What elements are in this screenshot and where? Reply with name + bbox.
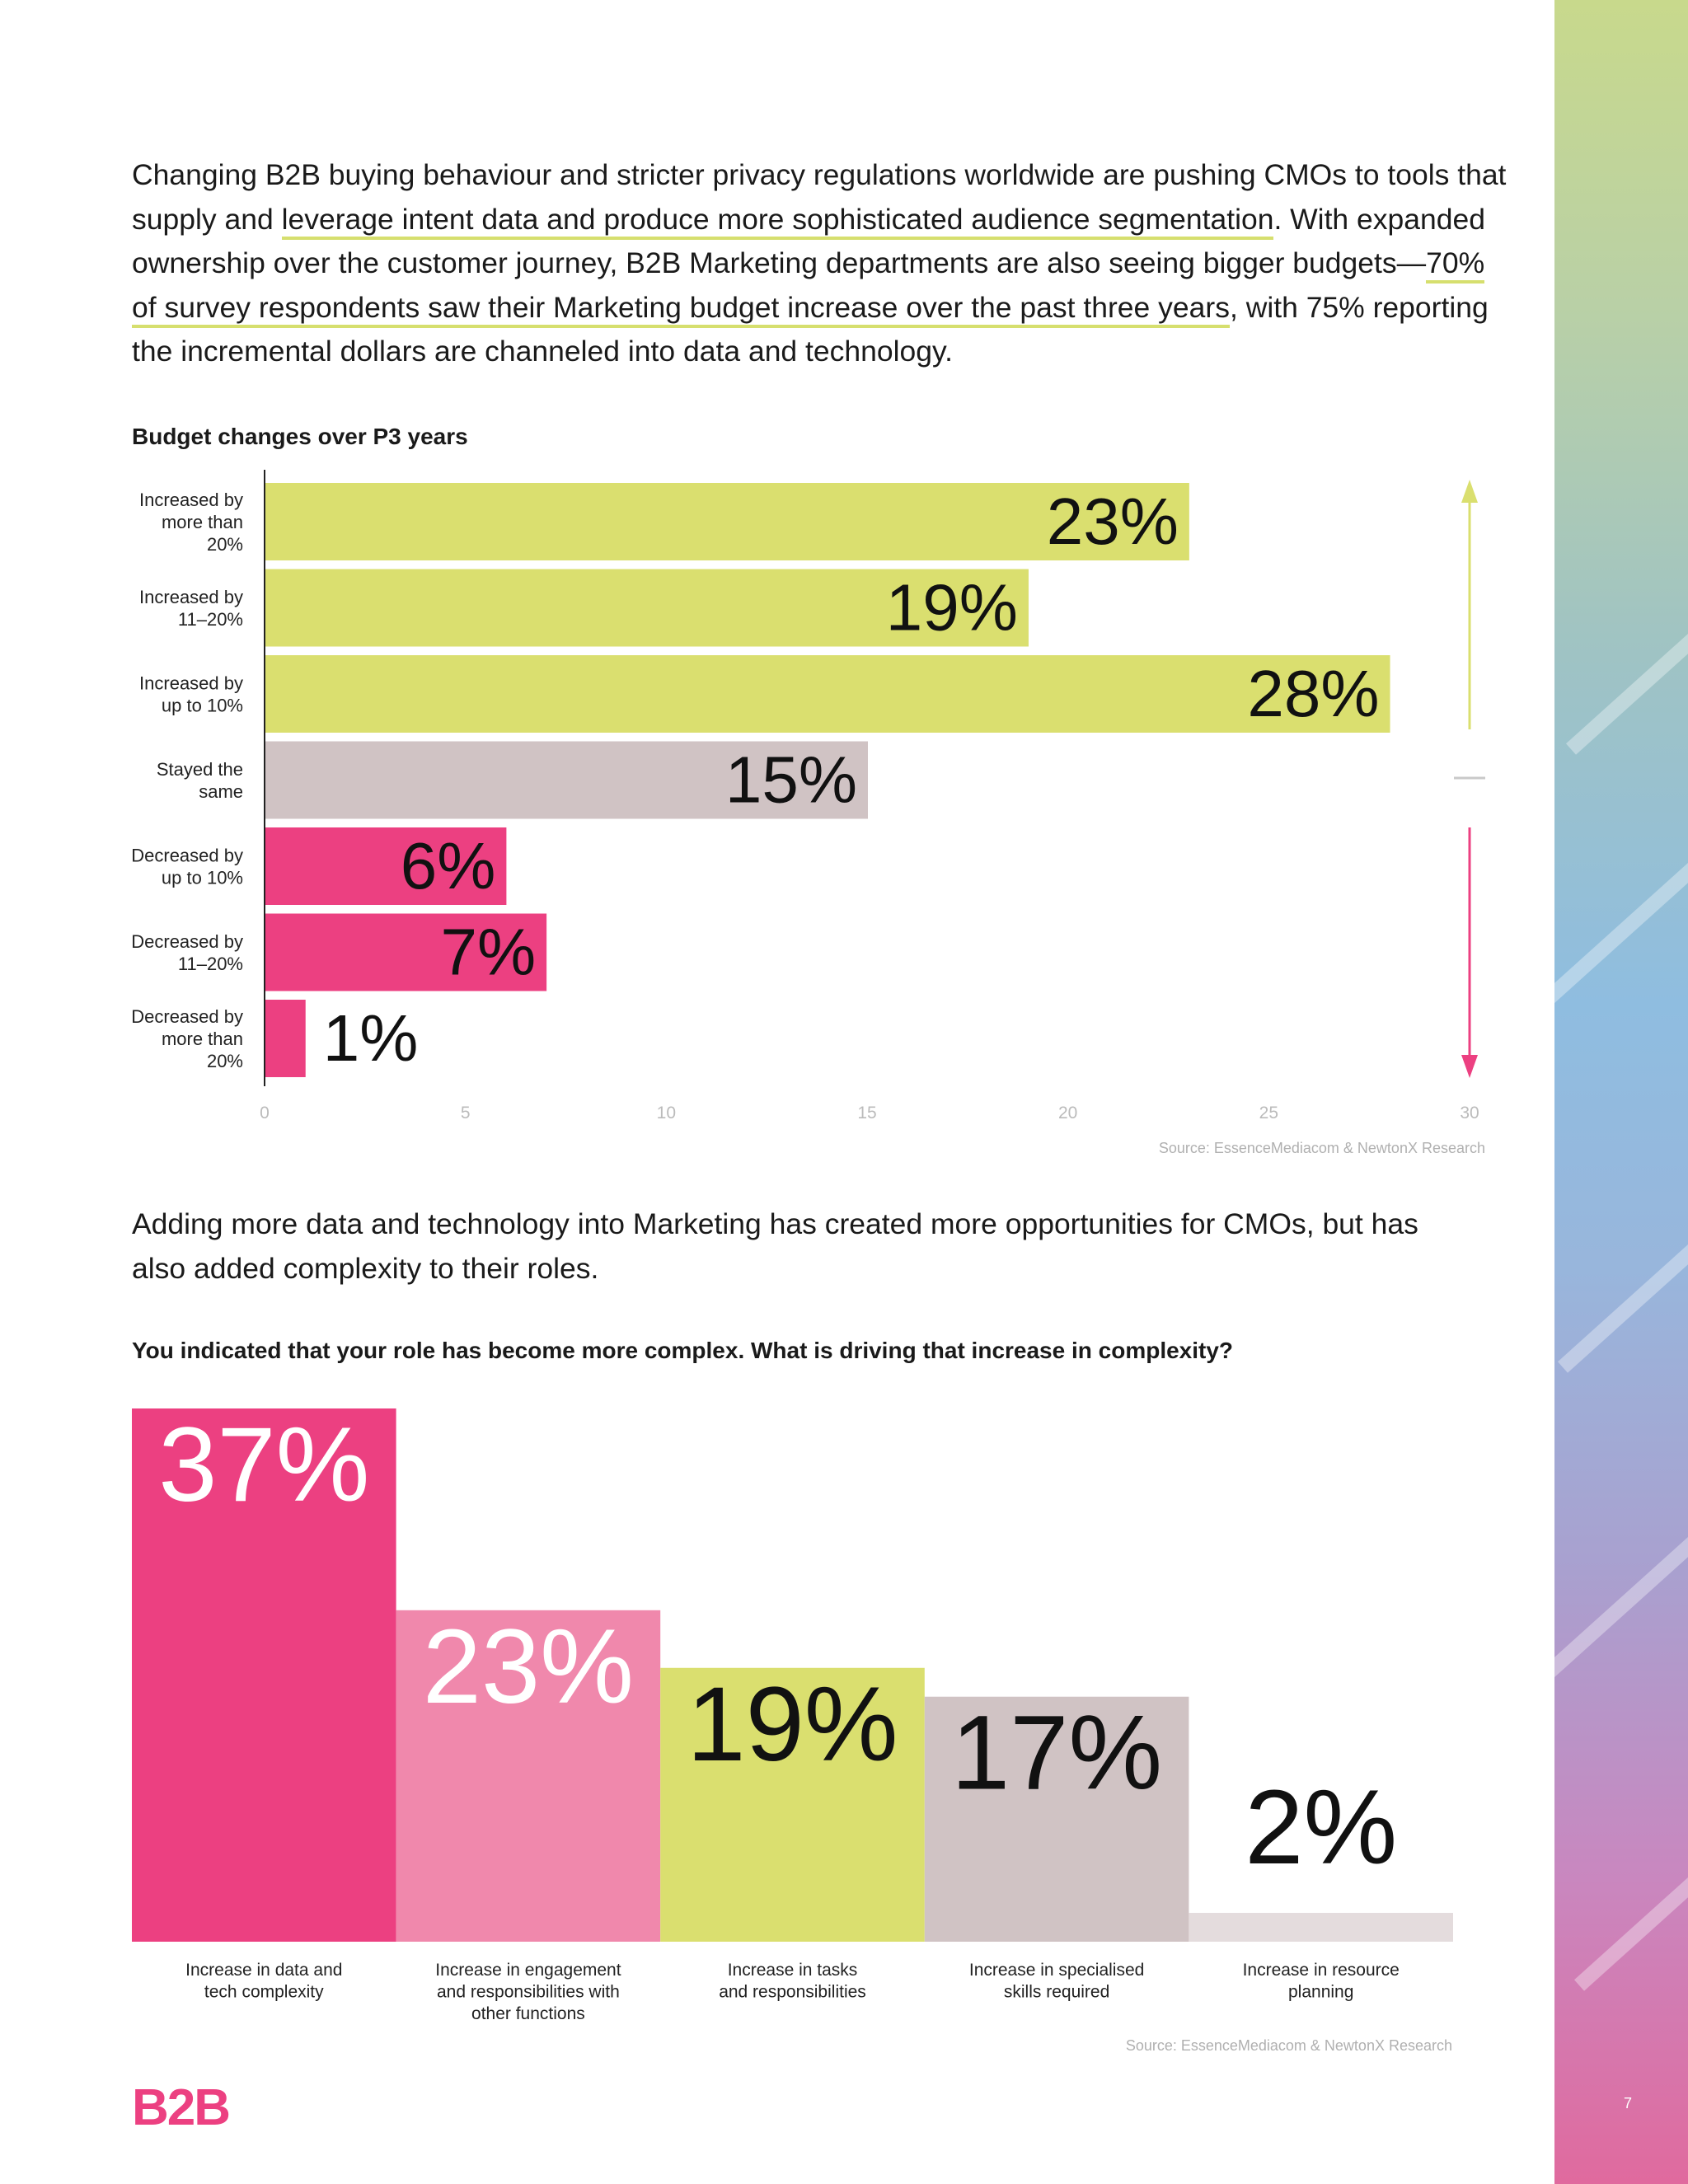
chart1-category-label: more than [161,1029,243,1049]
chart2-source: Source: EssenceMediacom & NewtonX Research [1125,2037,1452,2054]
complexity-drivers-chart [0,1401,1554,2027]
chart1-category-label: Increased by [139,673,243,694]
chart1-category-label: Decreased by [131,845,243,866]
chart1-category-label: 20% [206,1051,243,1071]
b2b-logo: B2B [132,2079,230,2136]
chart1-x-tick: 25 [1259,1104,1279,1121]
chart1-value-label: 15% [724,743,857,817]
chart1-up-arrow-icon [1461,480,1478,503]
chart1-category-label: Decreased by [131,931,243,952]
chart2-title: You indicated that your role has become more complex. What is driving that increase in complexity? [132,1338,1234,1363]
chart1-value-label: 19% [885,570,1018,644]
chart1-down-arrow-icon [1461,1055,1478,1078]
highlight-budget-increase: 70% of survey respondents saw their Marketing budget increase over the past three years [132,246,1484,328]
intro-paragraph: Changing B2B buying behaviour and stricter privacy regulations worldwide are pushing CMOs to tools that supply and leverage intent data and produce more sophisticated audience segmentation. With expanded ownership over the customer journey, B2B Marketing departments are also seeing bigger budgets—70% of survey respondents saw their Marketing budget increase over the past three years, with 75% reporting the incremental dollars are channeled into data and technology. [132,158,1507,368]
chart1-category-label: Stayed the [156,759,243,780]
chart2-category-label: Increase in tasks [727,1961,858,1980]
chart1-category-label: 11–20% [177,954,243,974]
chart1-category-label: Decreased by [131,1006,243,1027]
chart1-category-label: 20% [206,534,243,555]
chart1-category-label: more than [161,512,243,532]
side-decoration [1554,0,1688,2184]
chart2-category-label: Increase in engagement [435,1961,621,1980]
chart2-category-label: planning [1287,1982,1354,2002]
chart2-value-label: 2% [1245,1769,1398,1887]
chart1-value-label: 28% [1247,657,1380,730]
chart1-bar [265,1000,306,1077]
chart1-value-label: 7% [440,915,537,989]
chart2-category-label: and responsibilities [719,1982,866,2002]
chart1-category-label: Increased by [139,587,243,607]
chart1-category-label: Increased by [139,490,243,510]
page-number: 7 [1624,2095,1633,2111]
chart2-value-label: 23% [422,1607,634,1726]
chart1-value-label: 1% [322,1001,419,1075]
chart1-bar [265,655,1390,733]
chart2-bar [1189,1913,1453,1942]
chart1-x-tick: 0 [260,1104,270,1121]
chart1-x-tick: 15 [857,1104,877,1121]
chart1-x-tick: 10 [656,1104,677,1121]
chart1-category-label: same [199,781,243,802]
chart2-value-label: 37% [158,1406,370,1524]
chart2-value-label: 19% [687,1665,898,1783]
chart1-source: Source: EssenceMediacom & NewtonX Research [1158,1140,1485,1156]
chart1-x-tick: 5 [460,1104,471,1121]
chart1-category-label: 11–20% [177,609,243,630]
chart1-value-label: 6% [400,829,496,902]
chart2-category-label: Increase in specialised [968,1961,1145,1980]
chart2-category-label: and responsibilities with [437,1982,620,2002]
chart1-category-label: up to 10% [161,867,243,888]
complexity-paragraph: Adding more data and technology into Marketing has created more opportunities for CMOs, but has also added complexity to their roles. [132,1207,1418,1285]
chart2-category-label: Increase in data and [185,1961,343,1980]
chart1-category-label: up to 10% [161,695,243,716]
chart2-category-label: other functions [471,2004,585,2023]
chart1-x-tick: 20 [1057,1104,1078,1121]
budget-changes-chart [0,462,1554,1121]
chart2-category-label: Increase in resource [1242,1961,1400,1980]
chart1-title: Budget changes over P3 years [132,424,468,449]
chart1-x-tick: 30 [1460,1104,1479,1121]
chart2-category-label: tech complexity [204,1982,324,2002]
chart2-category-label: skills required [1003,1982,1110,2002]
chart1-value-label: 23% [1046,485,1179,558]
chart2-value-label: 17% [951,1694,1163,1812]
highlight-intent-data: leverage intent data and produce more sophisticated audience segmentation [282,203,1274,240]
